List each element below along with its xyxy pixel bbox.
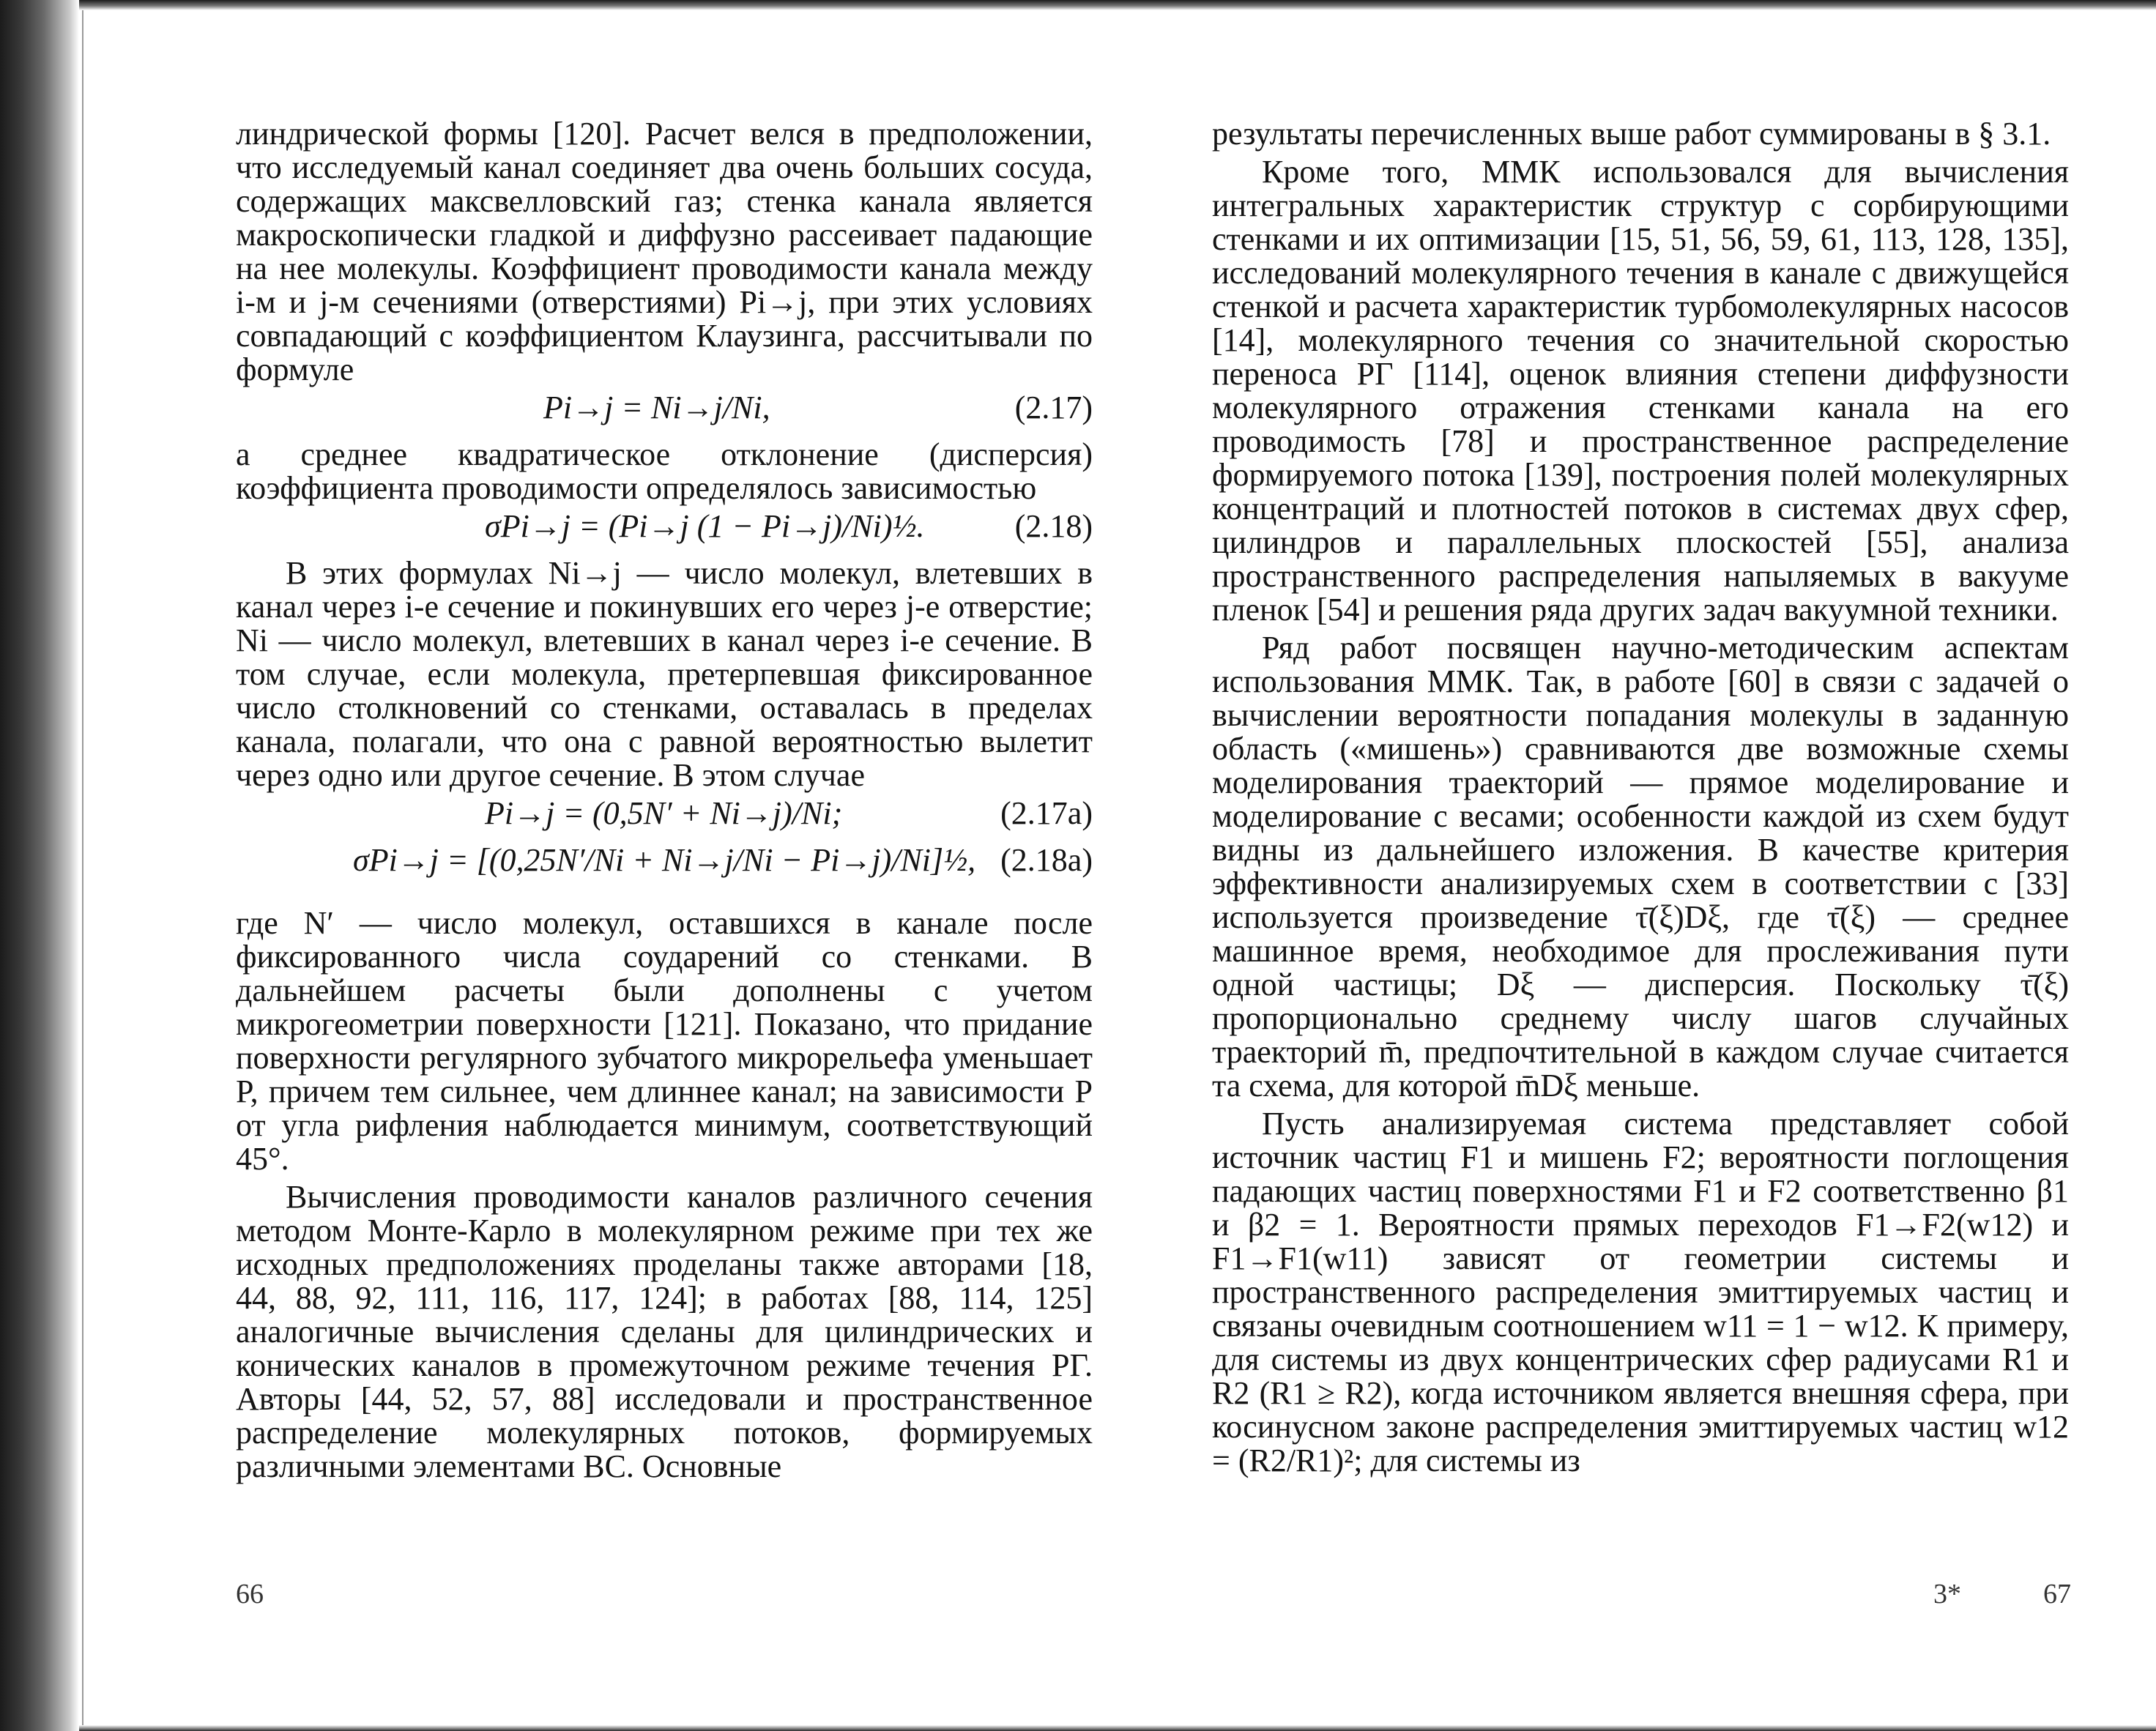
equation-number: (2.18a)	[1000, 842, 1093, 878]
left-paragraph-4: где N′ — число молекул, оставшихся в канале после фиксированного числа соударений со стенками. В дальнейшем расчеты были дополнены с учетом микрогеометрии поверхности [121]. Показано, что придание поверхности регулярного зубчатого микрорельефа уменьшает P, причем тем сильнее, чем длиннее канал; на зависимости P от угла рифления наблюдается минимум, соответствующий 45°.	[236, 905, 1093, 1177]
equation-2-17a	[236, 797, 1093, 838]
equation-formula: Pi→j = (0,5N′ + Ni→j)/Ni;	[485, 795, 843, 831]
right-paragraph-2: Кроме того, ММК использовался для вычисления интегральных характеристик структур с сорбирующими стенками и их оптимизации [15, 51, 56, 59, 61, 113, 128, 135], исследований молекулярного течения в канале с движущейся стенкой и расчета характеристик турбомолекулярных насосов [14], молекулярного течения со значительной скоростью переноса РГ [114], оценок влияния степени диффузности молекулярного отражения стенками канала на его проводимость [78] и пространственное распределение формируемого потока [139], построения полей молекулярных концентраций и плотностей потоков в системах двух сфер, цилиндров и параллельных плоскостей [55], анализа пространственного распределения напыляемых в вакууме пленок [54] и решения ряда других задач вакуумной техники.	[1212, 154, 2069, 628]
left-paragraph-3: В этих формулах Ni→j — число молекул, влетевших в канал через i-е сечение и покинувших его через j-е отверстие; Ni — число молекул, влетевших в канал через i-е сечение. В том случае, если молекула, претерпевшая фиксированное число столкновений со стенками, оставалась в пределах канала, полагали, что она с равной вероятностью вылетит через одно или другое сечение. В этом случае	[236, 555, 1093, 793]
right-page-number: 67	[2043, 1579, 2071, 1609]
right-paragraph-3: Ряд работ посвящен научно-методическим аспектам использования ММК. Так, в работе [60] в связи с задачей о вычислении вероятности попадания молекулы в заданную область («мишень») сравниваются две возможные схемы моделирования траекторий — прямое моделирование и моделирование с весами; особенности каждой из схем будут видны из дальнейшего изложения. В качестве критерия эффективности анализируемых схем в соответствии с [33] используется произведение τ̄(ξ)Dξ, где τ̄(ξ) — среднее машинное время, необходимое для прослеживания пути одной частицы; Dξ — дисперсия. Поскольку τ̄(ξ) пропорционально среднему числу шагов случайных траекторий m̄, предпочтительной в каждом случае считается та схема, для которой m̄Dξ меньше.	[1212, 630, 2069, 1103]
right-page	[1212, 117, 2069, 1482]
left-paragraph-5: Вычисления проводимости каналов различного сечения методом Монте-Карло в молекулярном режиме при тех же исходных предположениях проделаны также авторами [18, 44, 88, 92, 111, 116, 117, 124]; в работах [88, 114, 125] аналогичные вычисления сделаны для цилиндрических и конических каналов в промежуточном режиме течения РГ. Авторы [44, 52, 57, 88] исследовали и пространственное распределение молекулярных потоков, формируемых различными элементами ВС. Основные	[236, 1179, 1093, 1484]
gutter-line	[82, 0, 83, 1731]
equation-formula: Pi→j = Ni→j/Ni,	[543, 390, 770, 425]
left-paragraph-1: линдрической формы [120]. Расчет велся в предположении, что исследуемый канал соединяет два очень больших сосуда, содержащих максвелловский газ; стенка канала является макроскопически гладкой и диффузно рассеивает падающие на нее молекулы. Коэффициент проводимости канала между i-м и j-м сечениями (отверстиями) Pi→j, при этих условиях совпадающий с коэффициентом Клаузинга, рассчитывали по формуле	[236, 116, 1093, 387]
equation-2-17	[236, 391, 1093, 432]
scan-top-edge	[79, 0, 2156, 10]
equation-2-18a	[236, 844, 1093, 885]
equation-number: (2.18)	[1014, 508, 1093, 544]
right-paragraph-4: Пусть анализируемая система представляет собой источник частиц F1 и мишень F2; вероятности поглощения падающих частиц поверхностями F1 и F2 соответственно β1 и β2 = 1. Вероятности прямых переходов F1→F2(w12) и F1→F1(w11) зависят от геометрии системы и пространственного распределения эмиттируемых частиц и связаны очевидным соотношением w11 = 1 − w12. К примеру, для системы из двух концентрических сфер радиусами R1 и R2 (R1 ≥ R2), когда источником является внешняя сфера, при косинусном законе распределения эмиттируемых частиц w12 = (R2/R1)²; для системы из	[1212, 1106, 2069, 1478]
equation-number: (2.17a)	[1000, 795, 1093, 831]
left-paragraph-2: а среднее квадратическое отклонение (дисперсия) коэффициента проводимости определялось зависимостью	[236, 436, 1093, 506]
book-spine-shadow	[0, 0, 79, 1731]
left-page	[236, 117, 1093, 1488]
equation-2-18	[236, 510, 1093, 551]
equation-formula: σPi→j = (Pi→j (1 − Pi→j)/Ni)½.	[485, 508, 925, 544]
scan-bottom-edge	[79, 1725, 2156, 1731]
signature-mark: 3*	[1933, 1579, 1961, 1609]
left-page-number: 66	[236, 1579, 264, 1609]
equation-formula: σPi→j = [(0,25N′/Ni + Ni→j/Ni − Pi→j)/Ni]½,	[353, 842, 976, 878]
equation-number: (2.17)	[1014, 390, 1093, 425]
right-paragraph-1: результаты перечисленных выше работ суммированы в § 3.1.	[1212, 116, 2051, 152]
